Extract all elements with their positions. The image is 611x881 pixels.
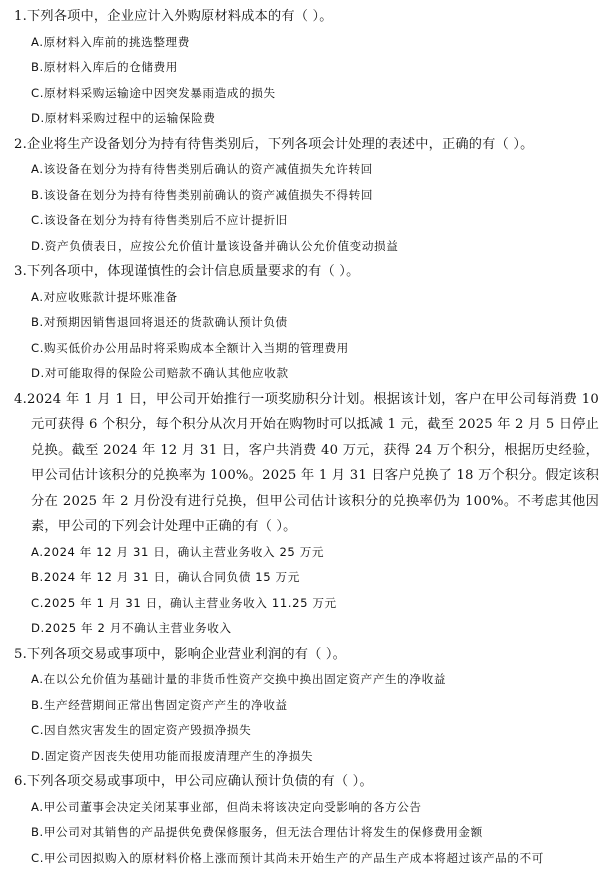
- option-b: B.2024 年 12 月 31 日，确认合同负债 15 万元: [31, 570, 300, 584]
- option-b: B.原材料入库后的仓储费用: [31, 60, 178, 74]
- question-stem: 3.下列各项中，体现谨慎性的会计信息质量要求的有（ ）。: [14, 264, 360, 279]
- option-b: B.对预期因销售退回将退还的货款确认预计负债: [31, 315, 288, 329]
- question-stem: 1.下列各项中，企业应计入外购原材料成本的有（ ）。: [14, 9, 333, 24]
- question-stem: 6.下列各项交易或事项中，甲公司应确认预计负债的有（ ）。: [14, 774, 373, 789]
- option-c: C.甲公司因拟购入的原材料价格上涨而预计其尚未开始生产的产品生产成本将超过该产品的不可: [31, 850, 544, 865]
- question-3: [14, 259, 599, 387]
- option-d: D.对可能取得的保险公司赔款不确认其他应收款: [31, 366, 289, 380]
- option-c: C.购买低价办公用品时将采购成本全额计入当期的管理费用: [31, 340, 349, 355]
- option-d: D.固定资产因丧失使用功能而报废清理产生的净损失: [31, 748, 314, 763]
- option-a: A.该设备在划分为持有待售类别后确认的资产减值损失允许转回: [31, 162, 373, 176]
- question-stem: 2.企业将生产设备划分为持有待售类别后，下列各项会计处理的表述中，正确的有（ ）。: [14, 136, 534, 152]
- option-d: D.资产负债表日，应按公允价值计量该设备并确认公允价值变动损益: [31, 238, 399, 253]
- question-stem: 5.下列各项交易或事项中，影响企业营业利润的有（ ）。: [14, 646, 347, 662]
- option-b: B.甲公司对其销售的产品提供免费保修服务，但无法合理估计将发生的保修费用金额: [31, 825, 483, 839]
- option-a: A.在以公允价值为基础计量的非货币性资产交换中换出固定资产产生的净收益: [31, 672, 447, 686]
- option-a: A.甲公司董事会决定关闭某事业部，但尚未将该决定向受影响的各方公告: [31, 799, 422, 814]
- option-a: A.原材料入库前的挑选整理费: [31, 34, 190, 49]
- question-1: [14, 4, 599, 132]
- question-5: [14, 642, 599, 770]
- exam-page: [14, 4, 599, 871]
- question-stem: 4.2024 年 1 月 1 日，甲公司开始推行一项奖励积分计划。根据该计划，客户在甲公司每消费 10 元可获得 6 个积分，每个积分从次月开始在购物时可以抵减 1 元，截至 2025 年 2 月 5 日停止兑换。截至 2024 年 12 月 31 日，客户共消费 40 万元，获得 24 万个积分，根据历史经验，甲公司估计该积分的兑换率为 100%。2025 年 1 月 31 日客户兑换了 18 万个积分。假定该积分在 2025 年 2 月份没有进行兑换，但甲公司估计该积分的兑换率仍为 100%。不考虑其他因素，甲公司的下列会计处理中正确的有（ ）。: [14, 391, 599, 534]
- question-6: [14, 769, 599, 871]
- option-c: C.原材料采购运输途中因突发暴雨造成的损失: [31, 85, 276, 100]
- question-2: [14, 132, 599, 260]
- option-a: A.2024 年 12 月 31 日，确认主营业务收入 25 万元: [31, 544, 325, 559]
- option-a: A.对应收账款计提坏账准备: [31, 289, 178, 304]
- option-b: B.生产经营期间正常出售固定资产产生的净收益: [31, 697, 288, 712]
- option-c: C.2025 年 1 月 31 日，确认主营业务收入 11.25 万元: [31, 595, 337, 610]
- option-c: C.因自然灾害发生的固定资产毁损净损失: [31, 723, 252, 737]
- option-b: B.该设备在划分为持有待售类别前确认的资产减值损失不得转回: [31, 187, 374, 202]
- question-4: [14, 387, 599, 642]
- option-d: D.原材料采购过程中的运输保险费: [31, 111, 216, 125]
- option-c: C.该设备在划分为持有待售类别后不应计提折旧: [31, 213, 288, 227]
- option-d: D.2025 年 2 月不确认主营业务收入: [31, 621, 232, 635]
